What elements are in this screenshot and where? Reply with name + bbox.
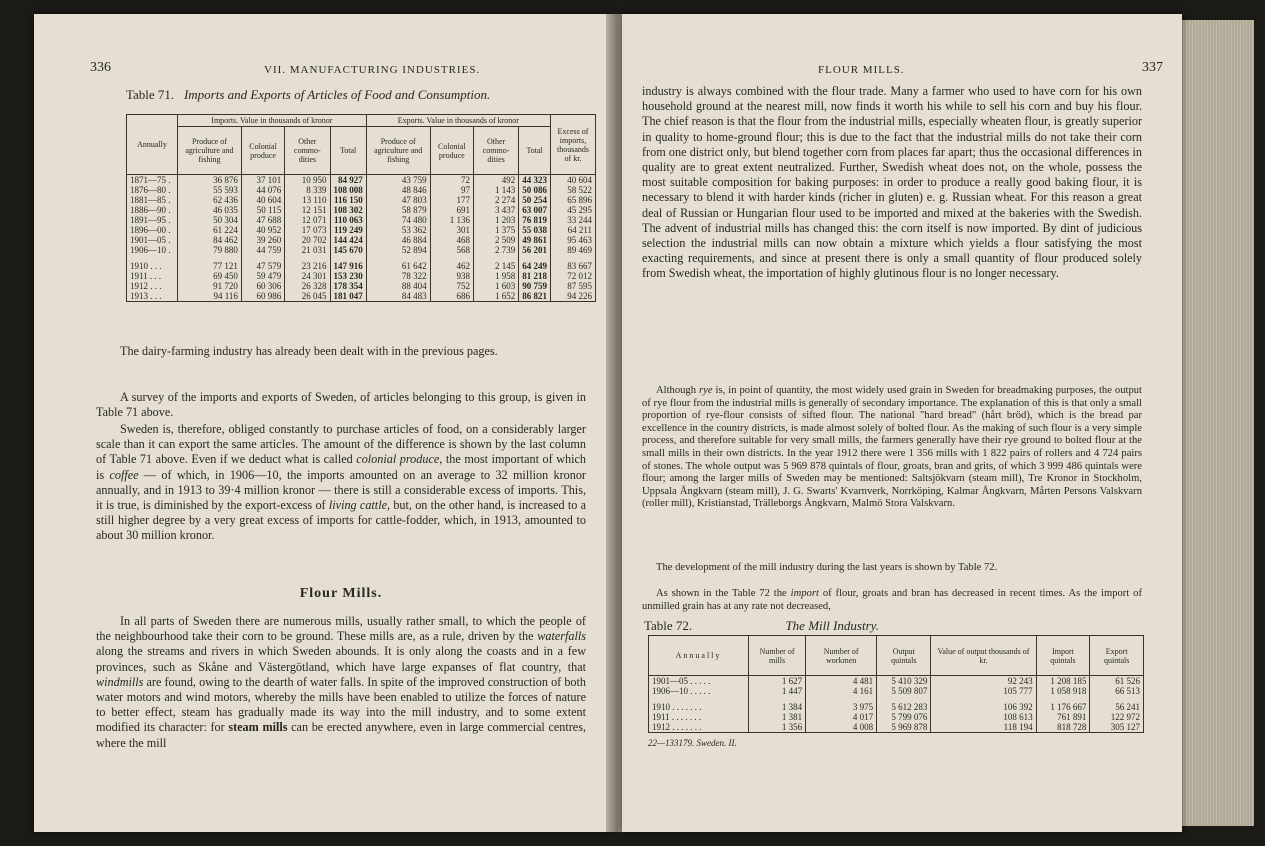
table-cell: 20 702 (285, 235, 330, 245)
table-cell: 1 136 (430, 215, 473, 225)
table-cell: 122 972 (1090, 712, 1144, 722)
table-cell: 84 483 (366, 291, 430, 302)
table-cell: 58 879 (366, 205, 430, 215)
text: but, on the other hand, is increased to a still higher degree by a very great excess of imports for cattle-fodder, which, in 1913, amounted to about 30 million kronor. (96, 498, 587, 543)
col-header: Other commodities (473, 127, 518, 175)
table-cell: 17 073 (285, 225, 330, 235)
table-cell: 48 846 (366, 185, 430, 195)
table-cell: 81 218 (519, 271, 551, 281)
table-cell: 144 424 (330, 235, 366, 245)
row-label: 1896—00 . (127, 225, 178, 235)
table-row (127, 271, 596, 281)
table-cell: 77 121 (178, 261, 242, 271)
row-label: 1871—75 . (127, 175, 178, 186)
table-cell: 50 254 (519, 195, 551, 205)
row-label: 1886—90 . (127, 205, 178, 215)
table-cell: 72 012 (551, 271, 596, 281)
table-cell: 108 008 (330, 185, 366, 195)
table-cell: 23 216 (285, 261, 330, 271)
table-cell: 938 (430, 271, 473, 281)
table-cell: 62 436 (178, 195, 242, 205)
table-cell: 39 260 (241, 235, 284, 245)
table-cell: 13 110 (285, 195, 330, 205)
strong: steam mills (228, 720, 288, 735)
row-label: 1906—10 . (127, 245, 178, 255)
table-cell: 1 447 (749, 686, 806, 696)
table-cell: 44 759 (241, 245, 284, 255)
table-cell: 12 071 (285, 215, 330, 225)
emphasis: waterfalls (537, 629, 586, 644)
col-header: Number of mills (749, 636, 806, 676)
col-header: Value of output thousands of kr. (931, 636, 1036, 676)
table-cell: 36 876 (178, 175, 242, 186)
col-header: Number of workmen (806, 636, 877, 676)
table-cell: 95 463 (551, 235, 596, 245)
table-cell: 45 295 (551, 205, 596, 215)
table-cell: 24 301 (285, 271, 330, 281)
text: the most important of which is (96, 452, 586, 482)
left-page-number: 336 (90, 60, 111, 75)
paragraph-dairy: The dairy-farming industry has already been dealt with in the previous pages. (120, 344, 498, 358)
table-cell: 37 101 (241, 175, 284, 186)
text: are found, owing to the dearth of water falls. In spite of the improved construction of both water motors and wind motors, whereby the mills have been enabled to utilize the forces of nature to better effect, steam has gradually made its way into the mill industry, and to some extent modified its character: for (96, 674, 586, 735)
table-cell: 1 603 (473, 281, 518, 291)
table-cell: 5 969 878 (877, 722, 931, 733)
table-cell: 78 322 (366, 271, 430, 281)
emphasis: import (790, 588, 819, 599)
table-cell: 33 244 (551, 215, 596, 225)
table-cell: 65 896 (551, 195, 596, 205)
col-header: Colonial produce (430, 127, 473, 175)
table-row (649, 722, 1144, 733)
table-cell: 305 127 (1090, 722, 1144, 733)
table-71-body-periods (127, 175, 596, 256)
table-cell: 44 076 (241, 185, 284, 195)
right-running-head: FLOUR MILLS. (818, 64, 905, 76)
table-cell: 56 241 (1090, 702, 1144, 712)
col-annually: Annually (127, 115, 178, 175)
table-cell: 5 612 283 (877, 702, 931, 712)
table-cell: 4 017 (806, 712, 877, 722)
table-cell: 50 086 (519, 185, 551, 195)
table-cell: 59 479 (241, 271, 284, 281)
table-cell: 1 384 (749, 702, 806, 712)
table-cell: 818 728 (1036, 722, 1090, 733)
printer-signature: 22—133179. Sweden. II. (648, 738, 737, 748)
table-cell: 3 437 (473, 205, 518, 215)
text: — of which, in 1906—10, the imports amounted on an average to 32 million kronor annually, and in 1913 to 39·4 million kronor — there is still a considerable excess of imports. This, it is true, is diminished by the export-excess of (96, 467, 586, 513)
paragraph-rye (642, 385, 1142, 511)
table-cell: 462 (430, 261, 473, 271)
table-cell: 40 952 (241, 225, 284, 235)
table-72-title: The Mill Industry. (785, 618, 879, 633)
table-cell: 116 150 (330, 195, 366, 205)
table-cell: 26 045 (285, 291, 330, 302)
row-label: 1911 . . . . . . . (649, 712, 749, 722)
table-cell: 105 777 (931, 686, 1036, 696)
text: Although (656, 385, 700, 396)
table-cell: 69 450 (178, 271, 242, 281)
table-cell: 44 323 (519, 175, 551, 186)
table-cell: 40 604 (551, 175, 596, 186)
table-cell: 79 880 (178, 245, 242, 255)
table-cell: 12 151 (285, 205, 330, 215)
table-cell: 52 894 (366, 245, 430, 255)
paragraph-industry: industry is always combined with the flour trade. Many a farmer who used to have corn for his own household ground at the nearest mill, now finds it worth his while to sell his corn and buy his flour. The chief reason is that the flour from the industrial mills, especially wheaten flour, is greatly superior in quality to home-ground flour; this is due to the fact that the industrial mills do not take their corn from one district only, but blend together corn from places far apart; thus the occasional differences in quality are to great extent neutralized. Further, Swedish wheat does not, on the whole, possess the most suitable composition for baking purposes: in order to produce a really good baking flour, it is necessary to blend it with harder kinds (richer in gluten) e. g. Russian wheat. For this reason a great deal of Russian or Hungarian flour used to be imported and mixed at the bakeries with the Swedish. The advent of industrial mills has changed this: the corn itself is now imported. By dint of judicious selection the industrial mills can now obtain a mixture which yields a flour satisfying the most exacting requirements, and since at present there is only a small quantity of flour produced solely from Swedish wheat, the importation of highly glutinous flour is no longer necessary. (642, 84, 1142, 281)
imports-group-header: Imports. Value in thousands of kronor (178, 115, 367, 127)
table-row (127, 245, 596, 255)
table-cell: 47 688 (241, 215, 284, 225)
table-cell: 468 (430, 235, 473, 245)
table-row (649, 686, 1144, 696)
table-cell: 118 194 (931, 722, 1036, 733)
table-cell: 89 469 (551, 245, 596, 255)
table-row (649, 702, 1144, 712)
table-row (127, 205, 596, 215)
table-cell: 84 927 (330, 175, 366, 186)
text: of flour, groats and bran has decreased in recent times. As the import of unmilled grain has at any rate not decreased, (642, 588, 1142, 612)
table-cell: 46 035 (178, 205, 242, 215)
col-header: Colonial produce (241, 127, 284, 175)
table-cell: 110 063 (330, 215, 366, 225)
table-cell: 2 509 (473, 235, 518, 245)
table-cell: 63 007 (519, 205, 551, 215)
table-cell: 147 916 (330, 261, 366, 271)
table-cell: 61 526 (1090, 676, 1144, 687)
table-row (127, 225, 596, 235)
table-cell: 4 008 (806, 722, 877, 733)
table-cell: 64 211 (551, 225, 596, 235)
table-72 (648, 635, 1144, 733)
col-header: Export quintals (1090, 636, 1144, 676)
row-label: 1913 . . . (127, 291, 178, 302)
table-cell: 1 208 185 (1036, 676, 1090, 687)
table-cell: 88 404 (366, 281, 430, 291)
table-cell: 74 480 (366, 215, 430, 225)
table-cell: 47 803 (366, 195, 430, 205)
row-label: 1910 . . . (127, 261, 178, 271)
text: along the streams and rivers in which Sweden abounds. It is only along the coasts and in a few provinces, such as Skåne and Västergötland, which have large expanses of flat country, that (96, 644, 586, 674)
emphasis: coffee (109, 467, 139, 482)
table-cell: 108 302 (330, 205, 366, 215)
table-cell: 50 304 (178, 215, 242, 225)
table-cell: 87 595 (551, 281, 596, 291)
table-cell: 761 891 (1036, 712, 1090, 722)
table-cell: 43 759 (366, 175, 430, 186)
row-label: 1876—80 . (127, 185, 178, 195)
col-header: Total (519, 127, 551, 175)
table-cell: 106 392 (931, 702, 1036, 712)
table-row (127, 175, 596, 186)
table-cell: 752 (430, 281, 473, 291)
col-header: Annually (649, 636, 749, 676)
row-label: 1891—95 . (127, 215, 178, 225)
table-72-body-years (649, 702, 1144, 733)
table-cell: 47 579 (241, 261, 284, 271)
table-cell: 40 604 (241, 195, 284, 205)
table-cell: 61 642 (366, 261, 430, 271)
right-page-number: 337 (1142, 60, 1163, 75)
table-71-body-years (127, 261, 596, 302)
row-label: 1911 . . . (127, 271, 178, 281)
table-cell: 53 362 (366, 225, 430, 235)
paragraph-development: The development of the mill industry during the last years is shown by Table 72. (656, 562, 998, 573)
table-cell: 84 462 (178, 235, 242, 245)
table-cell: 178 354 (330, 281, 366, 291)
table-cell: 2 145 (473, 261, 518, 271)
table-cell: 55 038 (519, 225, 551, 235)
row-label: 1912 . . . . . . . (649, 722, 749, 733)
col-header: Produce of agriculture and fishing (366, 127, 430, 175)
table-cell: 64 249 (519, 261, 551, 271)
table-71-title: Imports and Exports of Articles of Food and Consumption. (183, 87, 491, 102)
paragraph-mills (96, 614, 586, 751)
table-71-caption (126, 87, 586, 103)
table-cell: 86 821 (519, 291, 551, 302)
emphasis: windmills (96, 674, 144, 689)
table-cell: 1 356 (749, 722, 806, 733)
col-header: Import quintals (1036, 636, 1090, 676)
table-row (127, 281, 596, 291)
text: As shown in the Table 72 the (656, 588, 791, 599)
table-cell: 5 799 076 (877, 712, 931, 722)
table-cell: 94 116 (178, 291, 242, 302)
paragraph-excess (96, 422, 586, 544)
table-cell: 72 (430, 175, 473, 186)
table-71-label: Table 71. (126, 87, 175, 102)
page-edges (1180, 20, 1254, 826)
table-cell: 46 884 (366, 235, 430, 245)
table-cell: 1 627 (749, 676, 806, 687)
row-label: 1906—10 . . . . . (649, 686, 749, 696)
table-cell: 2 274 (473, 195, 518, 205)
table-cell: 1 203 (473, 215, 518, 225)
table-cell: 691 (430, 205, 473, 215)
table-cell: 50 115 (241, 205, 284, 215)
table-cell: 301 (430, 225, 473, 235)
table-cell: 568 (430, 245, 473, 255)
table-cell: 177 (430, 195, 473, 205)
table-cell: 153 230 (330, 271, 366, 281)
table-cell: 55 593 (178, 185, 242, 195)
table-cell: 3 975 (806, 702, 877, 712)
table-cell: 97 (430, 185, 473, 195)
table-cell: 181 047 (330, 291, 366, 302)
table-cell: 1 143 (473, 185, 518, 195)
table-cell: 1 958 (473, 271, 518, 281)
table-cell: 1 375 (473, 225, 518, 235)
table-cell: 90 759 (519, 281, 551, 291)
table-72-caption (644, 618, 1144, 634)
table-row (127, 291, 596, 302)
table-cell: 58 522 (551, 185, 596, 195)
row-label: 1881—85 . (127, 195, 178, 205)
col-header: Output quintals (877, 636, 931, 676)
paragraph-survey: A survey of the imports and exports of Sweden, of articles belonging to this group, is given in Table 71 above. (96, 390, 586, 420)
table-row (127, 235, 596, 245)
right-page (622, 14, 1182, 832)
table-cell: 61 224 (178, 225, 242, 235)
table-row (127, 261, 596, 271)
table-row (127, 185, 596, 195)
table-cell: 91 720 (178, 281, 242, 291)
table-cell: 2 739 (473, 245, 518, 255)
table-cell: 10 950 (285, 175, 330, 186)
table-cell: 4 481 (806, 676, 877, 687)
table-cell: 145 670 (330, 245, 366, 255)
table-row (649, 676, 1144, 687)
col-header: Total (330, 127, 366, 175)
emphasis: rye (699, 385, 713, 396)
table-cell: 76 819 (519, 215, 551, 225)
emphasis: colonial produce, (356, 452, 443, 467)
emphasis: living cattle, (328, 498, 391, 513)
col-header: Produce of agriculture and fishing (178, 127, 242, 175)
table-cell: 56 201 (519, 245, 551, 255)
left-page (34, 14, 612, 832)
exports-group-header: Exports. Value in thousands of kronor (366, 115, 550, 127)
section-heading-flour-mills: Flour Mills. (299, 586, 383, 601)
table-cell: 119 249 (330, 225, 366, 235)
table-cell: 1 058 918 (1036, 686, 1090, 696)
table-cell: 1 176 667 (1036, 702, 1090, 712)
table-cell: 5 509 807 (877, 686, 931, 696)
table-cell: 94 226 (551, 291, 596, 302)
table-cell: 686 (430, 291, 473, 302)
row-label: 1901—05 . (127, 235, 178, 245)
text: In all parts of Sweden there are numerous mills, usually rather small, to which the people of the neighbourhood take their corn to be ground. These mills are, as a rule, driven by the (96, 614, 586, 644)
row-label: 1910 . . . . . . . (649, 702, 749, 712)
table-cell: 49 861 (519, 235, 551, 245)
table-cell: 492 (473, 175, 518, 186)
row-label: 1901—05 . . . . . (649, 676, 749, 687)
col-header: Other commodities (285, 127, 330, 175)
table-cell: 4 161 (806, 686, 877, 696)
table-cell: 1 652 (473, 291, 518, 302)
table-72-label: Table 72. (644, 618, 693, 633)
table-cell: 26 328 (285, 281, 330, 291)
table-cell: 108 613 (931, 712, 1036, 722)
paragraph-import (642, 588, 1142, 613)
table-row (649, 712, 1144, 722)
table-cell: 83 667 (551, 261, 596, 271)
left-running-head: VII. MANUFACTURING INDUSTRIES. (264, 64, 481, 76)
row-label: 1912 . . . (127, 281, 178, 291)
text: is, in point of quantity, the most widely used grain in Sweden for breadmaking purposes, the output of rye flour from the industrial mills is generally of secondary importance. The explanation of this is that only a small proportion of rye-flour consists of sifted flour. The national "hard bread" (hårt bröd), which is the bread par excellence in the country districts, is made almost solely of bolted flour. As the making of such flour is a very simple process, and therefore suitable for very small mills, the farmers generally have their rye ground to bolted flour at the small mills in their own districts. In the year 1912 there were 1 356 mills with 1 822 pairs of rollers and 4 724 pairs of stones. The whole output was 5 969 878 quintals of flour, groats, bran and grits, of which 3 999 486 quintals were flour; among the larger mills of Sweden may be mentioned: Saltsjökvarn (steam mill), Tre Kronor in Stockholm, Uppsala Ångkvarn (steam mill), J. G. Swarts' Kvarnverk, Norrköping, Kalmar Ångkvarn, Mårten Persons Valskvarn (roller mill), Kristianstad, Trälleborgs Ångkvarn, Malmö Stora Valskvarn. (642, 385, 1142, 510)
text: Sweden is, therefore, obliged constantly to purchase articles of food, on a considerably larger scale than it can export the same articles. The amount of the difference is shown by the last column of Table 71 above. Even if we deduct what is called (96, 422, 586, 467)
text: can be erected anywhere, even in large commercial centres, where the mill (96, 720, 586, 750)
table-cell: 92 243 (931, 676, 1036, 687)
table-cell: 5 410 329 (877, 676, 931, 687)
table-cell: 60 306 (241, 281, 284, 291)
table-row (127, 195, 596, 205)
table-72-body-periods (649, 676, 1144, 697)
table-cell: 21 031 (285, 245, 330, 255)
table-cell: 60 986 (241, 291, 284, 302)
table-cell: 8 339 (285, 185, 330, 195)
col-excess: Excess of imports, thousands of kr. (551, 115, 596, 175)
table-71 (126, 114, 596, 302)
table-cell: 66 513 (1090, 686, 1144, 696)
table-cell: 1 381 (749, 712, 806, 722)
table-row (127, 215, 596, 225)
